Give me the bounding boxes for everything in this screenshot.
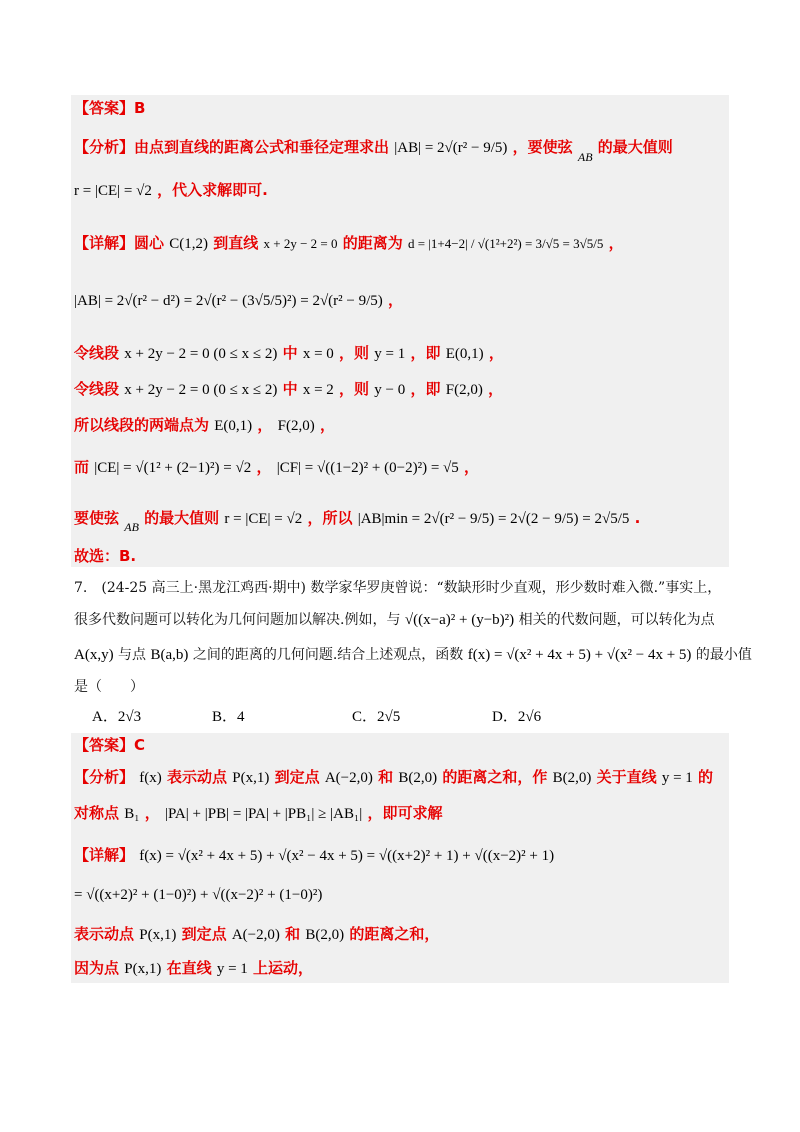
question-text: 7. (24-25 高三上·黑龙江鸡西·期中) 数学家华罗庚曾说：“数缺形时少直观，形少数时难入微.”事实上， [74, 580, 722, 596]
ab-formula-line [74, 290, 403, 311]
text: 到定点 [274, 768, 320, 786]
question-text: 相关的代数问题，可以转化为点 [518, 612, 715, 628]
point-b: B(a,b) [150, 647, 189, 663]
question-7-line-4 [74, 677, 144, 697]
solution-block-1 [71, 95, 729, 567]
detail-line-3 [74, 884, 322, 905]
detail-label: 【详解】圆心 [74, 234, 165, 252]
answer-line [74, 98, 145, 118]
point-b: B(2,0) [305, 927, 345, 943]
distance-expression: √((x−a)² + (y−b)²) [404, 612, 515, 628]
point-f: F(2,0) [277, 418, 315, 434]
text: 令线段 [74, 380, 120, 398]
point-e: E(0,1) [214, 418, 253, 434]
chord-ab: AB [577, 150, 593, 164]
text: ，即 [410, 344, 441, 362]
question-text: 之间的距离的几何问题.结合上述观点，函数 [192, 647, 464, 663]
point-f: F(2,0) [445, 382, 483, 398]
point-b1: B₁ [124, 806, 140, 822]
text: 表示动点 [74, 925, 135, 943]
segment-line-1 [74, 343, 504, 364]
y-value: y − 0 [374, 382, 406, 398]
detail-line [74, 233, 624, 254]
endpoints-line [74, 415, 335, 436]
detail-line-4 [74, 924, 439, 945]
inequality: |PA| + |PB| = |PA| + |PB₁| ≥ |AB₁| [164, 806, 363, 822]
segment-equation: x + 2y − 2 = 0 (0 ≤ x ≤ 2) [124, 382, 278, 398]
analysis-line-2 [74, 180, 268, 201]
analysis-line-3 [74, 767, 713, 788]
analysis-label: 【分析】由点到直线的距离公式和垂径定理求出 [74, 138, 390, 156]
question-text: 与点 [118, 647, 147, 663]
text: ， [256, 458, 272, 476]
formula-ab-length: |AB| = 2√(r² − 9/5) [394, 140, 508, 156]
formula-r: r = |CE| = √2 [224, 511, 303, 527]
text: ， [464, 458, 480, 476]
text: 的 [698, 768, 714, 786]
question-7-line-1 [74, 578, 721, 598]
text: ， [144, 804, 160, 822]
text: 和 [285, 925, 301, 943]
chord-ab: AB [124, 520, 139, 534]
x-value: x = 0 [302, 346, 334, 362]
option-b[interactable]: B．4 [212, 709, 245, 725]
answer-text: 【答案】B [74, 99, 146, 117]
analysis-line [74, 137, 673, 164]
point-p: P(x,1) [124, 961, 162, 977]
detail-line-5 [74, 958, 313, 979]
text: ，即可求解 [367, 804, 443, 822]
text: 中 [282, 380, 298, 398]
text: ， [488, 344, 504, 362]
option-c[interactable]: C．2√5 [352, 709, 401, 725]
formula-ab-min: |AB|min = 2√(r² − 9/5) = 2√(2 − 9/5) = 2√5/5 [357, 511, 630, 527]
text: 中 [282, 344, 298, 362]
text: 所以线段的两端点为 [74, 416, 210, 434]
question-7-line-3 [74, 645, 752, 665]
option-a[interactable]: A．2√3 [92, 709, 142, 725]
text: 上运动， [253, 959, 314, 977]
text: 令线段 [74, 344, 120, 362]
point-e: E(0,1) [445, 346, 484, 362]
text: 在直线 [166, 959, 212, 977]
text: 而 [74, 458, 90, 476]
text: ，则 [339, 380, 370, 398]
function-expansion: f(x) = √(x² + 4x + 5) + √(x² − 4x + 5) = √((x+2)² + 1) + √((x−2)² + 1) [139, 848, 555, 864]
detail-text: 到直线 [213, 234, 259, 252]
text: ，则 [339, 344, 370, 362]
detail-line-2 [74, 845, 554, 866]
formula-r: r = |CE| = √2 [74, 183, 152, 199]
text: 到定点 [181, 925, 227, 943]
option-d[interactable]: D．2√6 [492, 709, 542, 725]
text: ， [319, 416, 335, 434]
line-y1: y = 1 [661, 770, 693, 786]
detail-text: 的距离为 [342, 234, 403, 252]
max-line [74, 508, 641, 534]
formula-ab: |AB| = 2√(r² − d²) = 2√(r² − (3√5/5)²) = 2√(r² − 9/5) [74, 293, 383, 309]
analysis-text: ，代入求解即可. [157, 181, 268, 199]
text: 关于直线 [596, 768, 657, 786]
point-a: A(−2,0) [231, 927, 280, 943]
formula-ce: |CE| = √(1² + (2−1)²) = √2 [94, 460, 252, 476]
text: 的最大值则 [144, 509, 220, 527]
line-y1: y = 1 [216, 961, 248, 977]
question-text: 很多代数问题可以转化为几何问题加以解决.例如，与 [74, 612, 401, 628]
analysis-text: 的最大值则 [597, 138, 673, 156]
text: 表示动点 [166, 768, 227, 786]
text: 对称点 [74, 804, 120, 822]
function-f: f(x) = √(x² + 4x + 5) + √(x² − 4x + 5) [467, 647, 692, 663]
text: 的距离之和， [349, 925, 440, 943]
point-a: A(−2,0) [324, 770, 373, 786]
text: ， [257, 416, 273, 434]
formula-d: d = |1+4−2| / √(1²+2²) = 3/√5 = 3√5/5 [407, 236, 604, 251]
line-equation: x + 2y − 2 = 0 [263, 236, 338, 251]
choose-text: 故选：B. [74, 547, 137, 565]
y-value: y = 1 [374, 346, 406, 362]
segment-line-2 [74, 379, 503, 400]
text: ，即 [410, 380, 441, 398]
x-value: x = 2 [302, 382, 334, 398]
point-p: P(x,1) [139, 927, 177, 943]
analysis-label: 【分析】 [74, 768, 135, 786]
point-p: P(x,1) [232, 770, 270, 786]
detail-label: 【详解】 [74, 846, 135, 864]
point-b: B(2,0) [552, 770, 592, 786]
segment-equation: x + 2y − 2 = 0 (0 ≤ x ≤ 2) [124, 346, 278, 362]
text: ， [488, 380, 504, 398]
text: 的距离之和，作 [442, 768, 548, 786]
point-c: C(1,2) [169, 236, 208, 252]
question-7-line-2 [74, 610, 715, 630]
text: 要使弦 [74, 509, 120, 527]
text: ，所以 [307, 509, 353, 527]
function-f: f(x) [139, 770, 162, 786]
text: 因为点 [74, 959, 120, 977]
formula-cf: |CF| = √((1−2)² + (0−2)²) = √5 [276, 460, 459, 476]
analysis-line-4 [74, 803, 442, 824]
analysis-text: ，要使弦 [512, 138, 573, 156]
answer-text: 【答案】C [74, 736, 146, 754]
function-distance-form: = √((x+2)² + (1−0)²) + √((x−2)² + (1−0)²) [74, 887, 323, 903]
point-a: A(x,y) [74, 647, 114, 663]
text: . [634, 509, 641, 527]
point-b: B(2,0) [398, 770, 438, 786]
distance-line [74, 457, 479, 478]
choose-line [74, 546, 136, 566]
detail-text: ， [608, 234, 624, 252]
question-text: 是（ ） [74, 679, 144, 695]
question-text: 的最小值 [695, 647, 752, 663]
punct: ， [388, 291, 404, 309]
text: 和 [378, 768, 394, 786]
answer-line-2 [74, 735, 145, 755]
